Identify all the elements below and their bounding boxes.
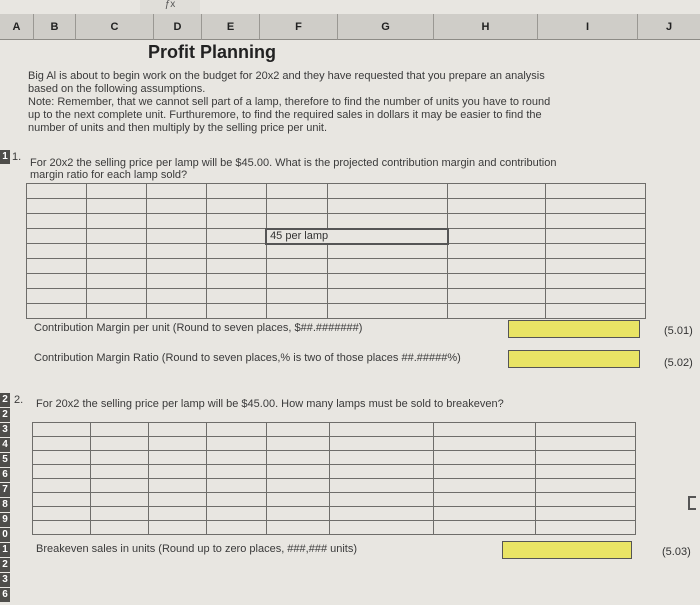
grid-cell[interactable] — [536, 507, 636, 521]
grid-cell[interactable] — [90, 437, 148, 451]
grid-cell[interactable] — [266, 289, 328, 304]
cm-ratio-input[interactable] — [508, 350, 640, 368]
row-number[interactable]: 4 — [0, 438, 10, 452]
grid-cell[interactable] — [328, 214, 448, 229]
col-header-g[interactable]: G — [338, 14, 434, 40]
grid-cell[interactable] — [206, 184, 266, 199]
grid-cell[interactable] — [90, 507, 148, 521]
grid-cell[interactable] — [434, 507, 536, 521]
grid-cell[interactable] — [328, 274, 448, 289]
col-header-i[interactable]: I — [538, 14, 638, 40]
grid-cell[interactable] — [86, 289, 146, 304]
grid-cell[interactable] — [146, 259, 206, 274]
grid-cell[interactable] — [328, 289, 448, 304]
grid-cell[interactable] — [266, 465, 330, 479]
grid-cell[interactable] — [328, 259, 448, 274]
grid-cell[interactable] — [266, 521, 330, 535]
grid-cell[interactable] — [434, 479, 536, 493]
grid-cell[interactable] — [27, 259, 87, 274]
grid-cell[interactable] — [448, 274, 546, 289]
row-number[interactable]: 7 — [0, 483, 10, 497]
grid-cell[interactable] — [206, 423, 266, 437]
grid-cell[interactable] — [266, 274, 328, 289]
grid-cell[interactable] — [266, 451, 330, 465]
grid-cell[interactable] — [206, 507, 266, 521]
grid-cell[interactable] — [448, 259, 546, 274]
col-header-f[interactable]: F — [260, 14, 338, 40]
grid-cell[interactable] — [434, 521, 536, 535]
grid-cell[interactable] — [27, 199, 87, 214]
grid-cell[interactable] — [146, 229, 206, 244]
col-header-e[interactable]: E — [202, 14, 260, 40]
grid-cell[interactable] — [27, 244, 87, 259]
grid-cell[interactable] — [148, 465, 206, 479]
grid-cell[interactable] — [86, 184, 146, 199]
ref-5-03: (5.03) — [662, 546, 691, 558]
grid-cell[interactable] — [90, 423, 148, 437]
grid-cell[interactable] — [546, 199, 646, 214]
row-number[interactable]: 1 — [0, 150, 10, 164]
col-header-j[interactable]: J — [638, 14, 700, 40]
grid-cell[interactable] — [33, 465, 91, 479]
row-number[interactable]: 2 — [0, 558, 10, 572]
grid-cell[interactable] — [546, 304, 646, 319]
intro-line: based on the following assumptions. — [28, 83, 206, 95]
grid-cell[interactable] — [546, 289, 646, 304]
grid-cell[interactable] — [536, 437, 636, 451]
row-number[interactable]: 8 — [0, 498, 10, 512]
row-number[interactable]: 3 — [0, 423, 10, 437]
grid-cell[interactable] — [27, 304, 87, 319]
row-number[interactable]: 9 — [0, 513, 10, 527]
grid-cell[interactable] — [27, 214, 87, 229]
grid-cell[interactable] — [146, 244, 206, 259]
grid-cell[interactable] — [546, 229, 646, 244]
col-header-h[interactable]: H — [434, 14, 538, 40]
grid-cell[interactable] — [536, 451, 636, 465]
col-header-c[interactable]: C — [76, 14, 154, 40]
grid-cell[interactable] — [148, 521, 206, 535]
grid-cell[interactable] — [86, 229, 146, 244]
grid-cell[interactable] — [546, 274, 646, 289]
grid-cell[interactable] — [206, 274, 266, 289]
grid-cell[interactable] — [434, 493, 536, 507]
grid-cell[interactable] — [546, 184, 646, 199]
grid-cell[interactable] — [90, 493, 148, 507]
breakeven-label: Breakeven sales in units (Round up to zero places, ###,### units) — [36, 543, 358, 555]
grid-cell[interactable] — [90, 465, 148, 479]
col-header-b[interactable]: B — [34, 14, 76, 40]
question-1-text: margin ratio for each lamp sold? — [30, 169, 188, 181]
grid-cell[interactable] — [448, 304, 546, 319]
grid-cell[interactable] — [448, 214, 546, 229]
grid-cell[interactable] — [206, 214, 266, 229]
grid-cell[interactable] — [206, 521, 266, 535]
grid-cell[interactable] — [148, 493, 206, 507]
grid-cell[interactable] — [266, 507, 330, 521]
page-title: Profit Planning — [148, 42, 276, 62]
question-1-text: For 20x2 the selling price per lamp will be $45.00. What is the projected contribution margin and contribution — [30, 157, 557, 169]
grid-cell[interactable] — [536, 479, 636, 493]
grid-cell[interactable] — [434, 451, 536, 465]
cell-edge-marker — [688, 496, 696, 510]
intro-line: Big Al is about to begin work on the budget for 20x2 and they have requested that you prepare an analysis — [28, 70, 545, 82]
grid-cell[interactable] — [448, 229, 546, 244]
grid-cell[interactable] — [206, 437, 266, 451]
row-number[interactable]: 3 — [0, 573, 10, 587]
breakeven-input[interactable] — [502, 541, 632, 559]
question-2-number: 2. — [14, 394, 24, 406]
grid-cell[interactable] — [266, 479, 330, 493]
grid-cell[interactable] — [206, 229, 266, 244]
grid-cell[interactable] — [434, 437, 536, 451]
grid-cell[interactable] — [90, 479, 148, 493]
grid-cell[interactable] — [86, 259, 146, 274]
grid-cell[interactable] — [146, 274, 206, 289]
question-2-text: For 20x2 the selling price per lamp will be $45.00. How many lamps must be sold to breakeven? — [36, 398, 504, 410]
grid-cell[interactable] — [146, 214, 206, 229]
grid-cell[interactable] — [148, 423, 206, 437]
intro-line: up to the next complete unit. Furthuremore, to find the required sales in dollars it may be easier to find the — [28, 109, 542, 121]
grid-cell[interactable] — [148, 451, 206, 465]
grid-cell[interactable] — [33, 479, 91, 493]
grid-cell[interactable] — [448, 244, 546, 259]
grid-cell[interactable] — [330, 451, 434, 465]
grid-cell[interactable] — [206, 289, 266, 304]
grid-cell[interactable] — [330, 479, 434, 493]
grid-cell[interactable] — [206, 451, 266, 465]
grid-cell[interactable] — [206, 493, 266, 507]
grid-cell[interactable] — [86, 304, 146, 319]
row-number[interactable]: 6 — [0, 468, 10, 482]
grid-cell[interactable] — [33, 423, 91, 437]
grid-cell[interactable] — [536, 521, 636, 535]
col-header-d[interactable]: D — [154, 14, 202, 40]
grid-cell[interactable] — [206, 199, 266, 214]
grid-cell[interactable] — [266, 244, 328, 259]
grid-cell[interactable] — [266, 214, 328, 229]
row-number[interactable]: 2 — [0, 408, 10, 422]
grid-cell[interactable] — [146, 184, 206, 199]
grid-cell[interactable] — [86, 199, 146, 214]
grid-cell[interactable] — [328, 244, 448, 259]
row-number[interactable]: 5 — [0, 453, 10, 467]
grid-cell[interactable] — [146, 289, 206, 304]
grid-cell[interactable] — [266, 259, 328, 274]
grid-cell[interactable] — [328, 184, 448, 199]
row-number[interactable]: 2 — [0, 393, 10, 407]
grid-cell[interactable] — [33, 437, 91, 451]
row-number[interactable]: 0 — [0, 528, 10, 542]
grid-cell[interactable] — [86, 214, 146, 229]
cm-per-unit-label: Contribution Margin per unit (Round to seven places, $##.#######) — [34, 322, 363, 334]
grid-cell[interactable] — [536, 423, 636, 437]
grid-cell[interactable] — [86, 274, 146, 289]
intro-line: number of units and then multiply by the selling price per unit. — [28, 122, 327, 134]
grid-cell[interactable] — [86, 244, 146, 259]
grid-cell[interactable] — [448, 184, 546, 199]
grid-cell[interactable] — [328, 199, 448, 214]
ref-5-02: (5.02) — [664, 357, 693, 369]
grid-cell[interactable] — [206, 465, 266, 479]
grid-cell[interactable] — [330, 507, 434, 521]
grid-cell[interactable] — [266, 304, 328, 319]
col-header-a[interactable]: A — [0, 14, 34, 40]
grid-cell[interactable] — [266, 199, 328, 214]
price-per-lamp-cell[interactable]: 45 per lamp — [266, 229, 448, 244]
question-1-number: 1. — [12, 151, 22, 163]
grid-cell[interactable] — [148, 479, 206, 493]
grid-cell[interactable] — [546, 214, 646, 229]
grid-cell[interactable] — [206, 244, 266, 259]
grid-cell[interactable] — [266, 437, 330, 451]
q1-work-grid — [26, 183, 646, 319]
grid-cell[interactable] — [266, 493, 330, 507]
grid-cell[interactable] — [448, 199, 546, 214]
grid-cell[interactable] — [27, 229, 87, 244]
grid-cell[interactable] — [148, 507, 206, 521]
grid-cell[interactable] — [146, 199, 206, 214]
grid-cell[interactable] — [146, 304, 206, 319]
formula-bar[interactable]: ƒx — [140, 0, 200, 14]
grid-cell[interactable] — [27, 184, 87, 199]
grid-cell[interactable] — [330, 465, 434, 479]
grid-cell[interactable] — [266, 423, 330, 437]
grid-cell[interactable] — [27, 289, 87, 304]
grid-cell[interactable] — [90, 521, 148, 535]
cm-ratio-label: Contribution Margin Ratio (Round to seven places,% is two of those places ##.#####%) — [34, 352, 461, 364]
grid-cell[interactable] — [206, 304, 266, 319]
grid-cell[interactable] — [330, 493, 434, 507]
grid-cell[interactable] — [330, 437, 434, 451]
grid-cell[interactable] — [33, 507, 91, 521]
grid-cell[interactable] — [328, 304, 448, 319]
grid-cell[interactable] — [536, 465, 636, 479]
grid-cell[interactable] — [33, 493, 91, 507]
grid-cell[interactable] — [546, 259, 646, 274]
grid-cell[interactable] — [330, 521, 434, 535]
grid-cell[interactable] — [266, 184, 328, 199]
grid-cell[interactable] — [434, 423, 536, 437]
grid-cell[interactable] — [206, 479, 266, 493]
grid-cell[interactable] — [434, 465, 536, 479]
q2-work-grid — [32, 422, 636, 535]
grid-cell[interactable] — [206, 259, 266, 274]
grid-cell[interactable] — [148, 437, 206, 451]
grid-cell[interactable] — [90, 451, 148, 465]
grid-cell[interactable] — [33, 521, 91, 535]
row-number[interactable]: 6 — [0, 588, 10, 602]
grid-cell[interactable] — [546, 244, 646, 259]
grid-cell[interactable] — [536, 493, 636, 507]
grid-cell[interactable] — [33, 451, 91, 465]
row-number[interactable]: 1 — [0, 543, 10, 557]
cm-per-unit-input[interactable] — [508, 320, 640, 338]
grid-cell[interactable] — [330, 423, 434, 437]
intro-line: Note: Remember, that we cannot sell part of a lamp, therefore to find the number of units you have to round — [28, 96, 551, 108]
ref-5-01: (5.01) — [664, 325, 693, 337]
grid-cell[interactable] — [448, 289, 546, 304]
grid-cell[interactable] — [27, 274, 87, 289]
